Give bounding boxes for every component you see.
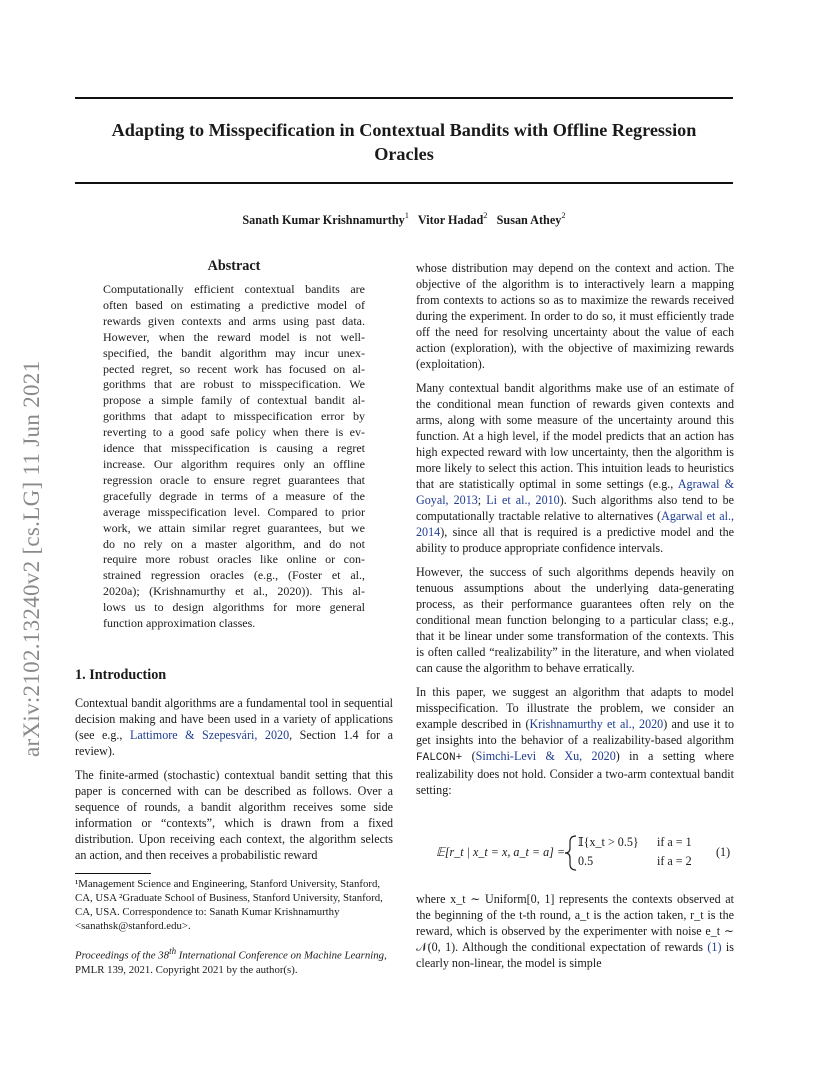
title-bottom-rule <box>75 182 733 184</box>
paragraph: Many contextual bandit algorithms make use of an estimate of the conditional mean function of rewards given contexts and arms, along with some measure of the uncertainty around this function. At a high level, if the model predicts that an action has high expected reward with low uncertainty, then the algorithm is more likely to select this action. This intuition leads to heuristics that are statistically optimal in some settings (e.g., Agrawal & Goyal, 2013; Li et al., 2010). Such algorithms also tend to be computationally tractable relative to alternatives (Agarwal et al., 2014), since all that is required is a predictive model and the ability to produce appropriate confidence intervals. <box>416 381 735 555</box>
paragraph-text: In this paper, we suggest an algorithm that adapts to model misspecification. To illustrate the problem, we consider an example described in ( <box>416 685 734 731</box>
right-column-body <box>416 260 734 806</box>
abstract-line: require more robust oracles like online or con- <box>103 552 365 567</box>
proceedings-notice <box>75 944 393 977</box>
author-name: Susan Athey <box>496 213 562 228</box>
paragraph-text: ), since all that is required is a predictive model and the ability to produce appropriate confidence intervals. <box>416 525 734 555</box>
proceedings-sup: th <box>169 946 177 956</box>
introduction-body <box>75 695 393 871</box>
paragraph: whose distribution may depend on the context and action. The objective of the algorithm is to interactively learn a mapping from contexts to actions so as to maximize the rewards received during the experiment. In order to do so, it must efficiently trade off the need for resolving uncertainty about the value of each action (exploration), with the objective of maximizing rewards (exploitation). <box>416 261 734 371</box>
right-column-continuation <box>416 891 734 979</box>
abstract-line: 2020a); (Krishnamurthy et al., 2020)). This al- <box>103 584 365 599</box>
author-name: Sanath Kumar Krishnamurthy <box>242 213 405 228</box>
title-line-2: Oracles <box>374 144 434 164</box>
author-list <box>75 211 733 228</box>
abstract-line: gorithms that are robust to misspecification. We <box>103 377 365 392</box>
citation-link[interactable]: Krishnamurthy et al., 2020 <box>529 717 664 731</box>
citation-link[interactable]: Agarwal et al., 2014 <box>416 509 735 539</box>
abstract-line: average misspecification level. Compared to prior <box>103 504 365 519</box>
abstract-line: lows us to design algorithms for more general <box>103 600 365 615</box>
abstract-line: rewards given contexts and arms using past data. <box>103 313 365 328</box>
abstract-line: specified, the bandit algorithm may incur unex- <box>103 345 365 360</box>
author-affiliation: 1 <box>404 210 409 220</box>
author-affiliation: 2 <box>561 210 566 220</box>
citation-link[interactable]: Agrawal & Goyal, 2013 <box>416 477 734 507</box>
abstract-line: gracefully degrade in terms of a measure of the <box>103 488 365 503</box>
equation-1 <box>416 833 734 873</box>
section-heading-introduction: 1. Introduction <box>75 667 167 683</box>
top-rule <box>75 97 733 99</box>
equation-condition: if a = 1 <box>657 835 692 849</box>
abstract-line: regression oracle to ensure regret guarantees that <box>103 472 365 487</box>
paragraph-text: Contextual bandit algorithms are a fundamental tool in sequential decision making and have been used in a variety of applications (see e.g., <box>75 696 393 742</box>
abstract-line: work, we attain similar regret guarantees, but we <box>103 520 365 535</box>
citation-link[interactable]: Simchi-Levi & Xu, 2020 <box>475 749 616 763</box>
abstract-line: increase. Our algorithm requires only an offline <box>103 456 365 471</box>
abstract-line: strained regression oracles (e.g., (Foster et al., <box>103 568 365 583</box>
paragraph <box>416 891 734 971</box>
footnote: ¹Management Science and Engineering, Stanford University, Stanford, CA, USA ²Graduate School of Business, Stanford University, Stanford, CA, USA. Correspondence to: Sanath Kumar Krishnamurthy <sanathsk@stanford.edu>. <box>75 878 383 932</box>
footnote-rule <box>75 873 151 874</box>
equation-case: 𝕀{x_t > 0.5} <box>578 835 639 849</box>
equation-reference-link[interactable]: (1) <box>707 940 722 954</box>
paragraph: The finite-armed (stochastic) contextual bandit setting that this paper is concerned with can be described as follows. Over a sequence of rounds, a bandit algorithm receives some side information or “contexts”, which is drawn from a fixed distribution. Upon receiving each context, the algorithm selects an action, and then receives a probabilistic reward <box>75 768 393 862</box>
abstract-line: often based on estimating a predictive model of <box>103 297 365 312</box>
paragraph-text: where x_t ∼ Uniform[0, 1] represents the contexts observed at the beginning of the t-th round, a_t is the action taken, r_t is the reward, which is observed by the experimenter with noise e_t ∼ 𝒩(0, 1). Although the conditional expectation of rewards <box>416 892 734 954</box>
proceedings-text: , PMLR 139, 2021. Copyright 2021 by the author(s). <box>75 949 387 976</box>
paragraph-text: ) and use it to get insights into the behavior of a realizability-based algorithm <box>416 717 734 747</box>
abstract-line: do no rely on a master algorithm, and do not <box>103 536 365 551</box>
equation-lhs: 𝔼[r_t | x_t = x, a_t = a] = <box>436 845 566 859</box>
abstract-line: function approximation classes. <box>103 616 256 631</box>
abstract-heading: Abstract <box>207 258 261 274</box>
abstract-line: reverting to a good safe policy when there is ev- <box>103 425 365 440</box>
equation-condition: if a = 2 <box>657 854 692 868</box>
paragraph-text: is clearly non-linear, the model is simple <box>416 940 734 970</box>
paragraph: However, the success of such algorithms depends heavily on tenuous assumptions about the underlying data-generating process, as their performance guarantees often rely on the conditional mean function belonging to a particular class; e.g., that it be linear under some transformation of the contexts. This is often called “realizability” in the literature, and when violated can cause the algorithm to behave erratically. <box>416 565 734 675</box>
paragraph-text: ). Such algorithms also tend to be computationally tractable relative to alternatives ( <box>416 493 734 523</box>
author-name: Vitor Hadad <box>417 213 484 228</box>
paragraph: In this paper, we suggest an algorithm that adapts to model misspecification. To illustrate the problem, we consider an example described in (Krishnamurthy et al., 2020) and use it to get insights into the behavior of a realizability-based algorithm FALCON+ (Simchi-Levi & Xu, 2020) in a setting where realizability does not hold. Consider a two-arm contextual bandit setting: <box>416 685 734 797</box>
abstract-line: pected regret, so recent work has focused on al- <box>103 361 365 376</box>
abstract-line: propose a simple family of contextual bandit al- <box>103 393 365 408</box>
paper-title <box>75 118 733 166</box>
paragraph-text: Many contextual bandit algorithms make use of an estimate of the conditional mean function of rewards given contexts and arms, along with some measure of the uncertainty around this function. At a high level, if the model predicts that an action has high expected reward with low uncertainty, then the algorithm is more likely to select this action. This intuition leads to heuristics that are statistically optimal in some settings (e.g., <box>416 381 734 491</box>
proceedings-text: Proceedings of the 38 <box>75 949 170 962</box>
citation-link[interactable]: Lattimore & Szepesvári, 2020 <box>129 728 290 742</box>
arxiv-identifier: arXiv:2102.13240v2 [cs.LG] 11 Jun 2021 <box>19 360 44 757</box>
citation-link[interactable]: Li et al., 2010 <box>486 493 560 507</box>
proceedings-text: International Conference on Machine Learning <box>176 949 385 962</box>
paragraph-text: , Section 1.4 for a review). <box>75 728 393 758</box>
paragraph <box>75 695 393 759</box>
abstract-line: idence that misspecification is causing a regret <box>103 441 365 456</box>
algorithm-name: FALCON+ <box>416 752 463 764</box>
equation-case: 0.5 <box>578 854 594 868</box>
paragraph-text: ) in a setting where realizability does not hold. Consider a two-arm contextual bandit setting: <box>416 749 734 797</box>
abstract-line: Computationally efficient contextual bandits are <box>103 282 365 296</box>
abstract-body <box>103 282 365 632</box>
abstract-line: gorithms that adapt to misspecification error by <box>103 409 365 424</box>
abstract-line: However, when the reward model is not well- <box>103 329 365 344</box>
equation-number: (1) <box>716 845 731 859</box>
title-line-1: Adapting to Misspecification in Contextual Bandits with Offline Regression <box>111 120 697 140</box>
author-affiliation: 2 <box>483 210 488 220</box>
